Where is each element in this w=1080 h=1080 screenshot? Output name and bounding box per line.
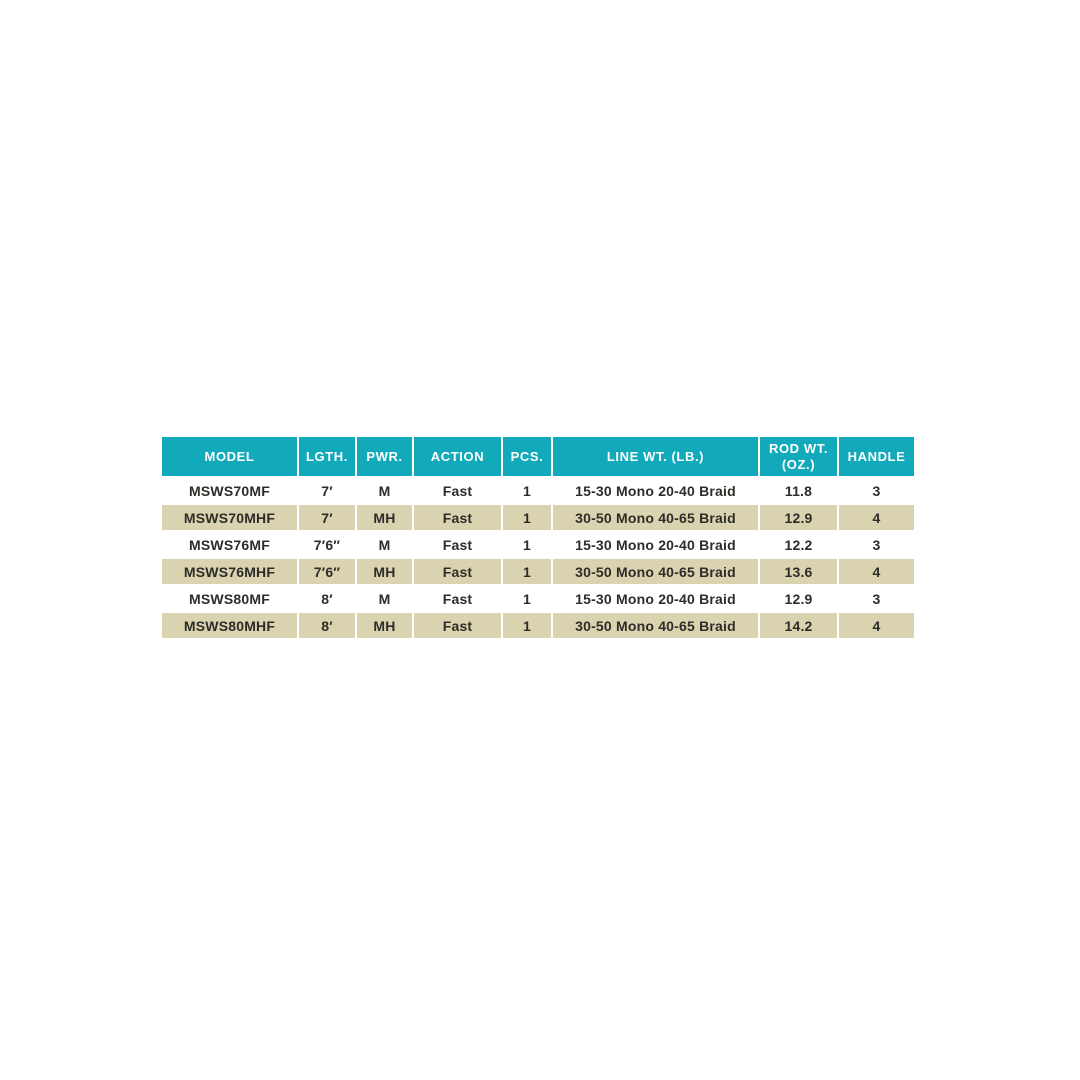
- header-row: [162, 437, 914, 476]
- table-cell: 15-30 Mono 20-40 Braid: [553, 478, 758, 503]
- table-cell: 1: [503, 559, 551, 584]
- table-row: [162, 532, 914, 557]
- table-cell: 3: [839, 532, 914, 557]
- table-cell: 11.8: [760, 478, 837, 503]
- table-cell: 3: [839, 478, 914, 503]
- table-cell: 7′: [299, 478, 355, 503]
- table-cell: MH: [357, 505, 412, 530]
- table-cell: 12.9: [760, 505, 837, 530]
- table-row: [162, 559, 914, 584]
- header-cell: PWR.: [357, 437, 412, 476]
- table-cell: 30-50 Mono 40-65 Braid: [553, 505, 758, 530]
- table-cell: 7′6″: [299, 559, 355, 584]
- table-cell: 14.2: [760, 613, 837, 638]
- table-cell: MSWS80MHF: [162, 613, 297, 638]
- table-body: [162, 478, 914, 638]
- table-cell: Fast: [414, 559, 501, 584]
- header-cell: ACTION: [414, 437, 501, 476]
- header-cell: PCS.: [503, 437, 551, 476]
- header-cell: MODEL: [162, 437, 297, 476]
- header-cell: HANDLE: [839, 437, 914, 476]
- table-row: [162, 586, 914, 611]
- table-cell: 13.6: [760, 559, 837, 584]
- table-cell: M: [357, 532, 412, 557]
- table-row: [162, 478, 914, 503]
- table-cell: MH: [357, 613, 412, 638]
- table-cell: 4: [839, 613, 914, 638]
- table-cell: Fast: [414, 532, 501, 557]
- table-row: [162, 505, 914, 530]
- table-cell: 15-30 Mono 20-40 Braid: [553, 586, 758, 611]
- table-cell: 12.2: [760, 532, 837, 557]
- table-cell: Fast: [414, 478, 501, 503]
- table-cell: 4: [839, 505, 914, 530]
- table-cell: MSWS76MHF: [162, 559, 297, 584]
- table-cell: 8′: [299, 586, 355, 611]
- table-cell: Fast: [414, 613, 501, 638]
- table-cell: 30-50 Mono 40-65 Braid: [553, 613, 758, 638]
- table-cell: 1: [503, 478, 551, 503]
- table-cell: Fast: [414, 586, 501, 611]
- table-cell: 1: [503, 532, 551, 557]
- table-cell: 1: [503, 586, 551, 611]
- table-row: [162, 613, 914, 638]
- table-cell: 12.9: [760, 586, 837, 611]
- rod-spec-table: [160, 435, 916, 640]
- table-cell: M: [357, 478, 412, 503]
- table-cell: 7′: [299, 505, 355, 530]
- table-cell: M: [357, 586, 412, 611]
- header-cell: ROD WT. (OZ.): [760, 437, 837, 476]
- table-cell: Fast: [414, 505, 501, 530]
- header-cell: LGTH.: [299, 437, 355, 476]
- table-cell: MSWS80MF: [162, 586, 297, 611]
- table-cell: MH: [357, 559, 412, 584]
- table-cell: MSWS70MF: [162, 478, 297, 503]
- table-cell: 1: [503, 505, 551, 530]
- table-cell: 3: [839, 586, 914, 611]
- table-cell: 1: [503, 613, 551, 638]
- table-cell: MSWS70MHF: [162, 505, 297, 530]
- table-cell: 7′6″: [299, 532, 355, 557]
- table-cell: MSWS76MF: [162, 532, 297, 557]
- table-cell: 4: [839, 559, 914, 584]
- table-cell: 30-50 Mono 40-65 Braid: [553, 559, 758, 584]
- table-cell: 15-30 Mono 20-40 Braid: [553, 532, 758, 557]
- table-cell: 8′: [299, 613, 355, 638]
- header-cell: LINE WT. (LB.): [553, 437, 758, 476]
